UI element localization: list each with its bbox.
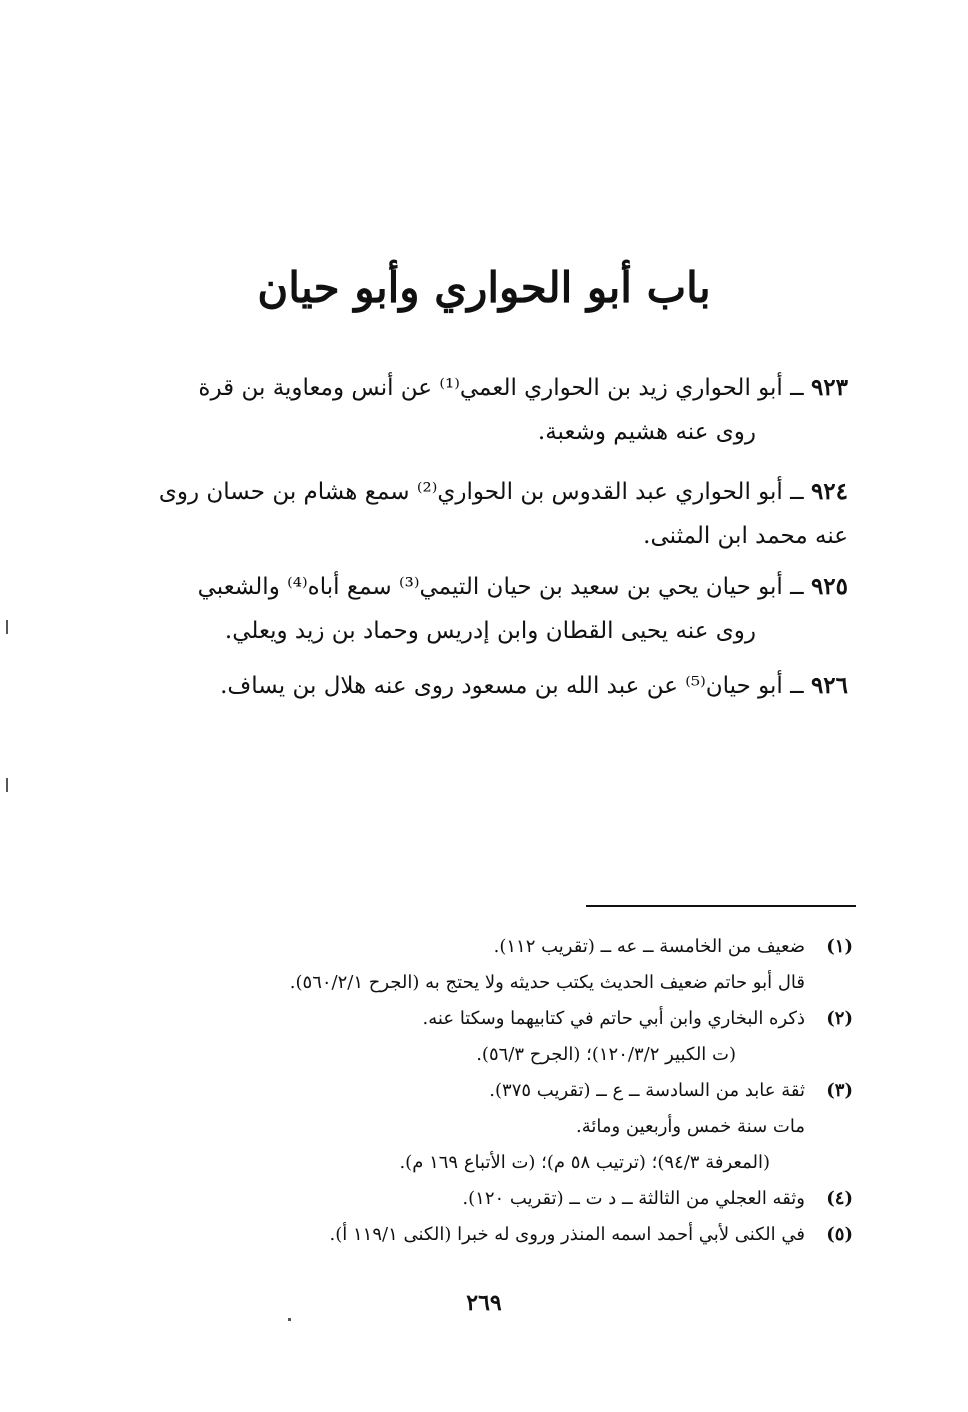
footnote-1-continued: قال أبو حاتم ضعيف الحديث يكتب حديثه ولا يحتج به (الجرح ٥٦٠/٢/١). [289,972,805,993]
footnote-text: ضعيف من الخامسة ــ عه ــ (تقريب ١١٢). [493,936,805,957]
footnote-2-continued: (ت الكبير ١٢٠/٣/٢)؛ (الجرح ٥٦/٣). [476,1044,736,1065]
entry-text: أبو حيان يحي بن سعيد بن حيان التيمي⁽³⁾ سمع أباه⁽⁴⁾ والشعبي [197,574,783,600]
scan-mark [288,1318,291,1321]
page-number: ٢٦٩ [466,1290,502,1316]
entry-923 [150,366,848,454]
entry-text-continued: روى عنه هشيم وشعبة. [537,419,756,445]
entry-925 [150,565,848,653]
entry-text-continued: عنه محمد ابن المثنى. [643,523,848,549]
footnote-text: ذكره البخاري وابن أبي حاتم في كتابيهما وسكتا عنه. [422,1008,805,1029]
entry-number: ٩٢٥ [810,573,848,600]
entry-number: ٩٢٣ [810,374,848,401]
scan-mark [6,620,8,634]
footnote-separator [586,905,856,907]
footnote-text: ثقة عابد من السادسة ــ ع ــ (تقريب ٣٧٥). [489,1080,805,1101]
footnote-text: في الكنى لأبي أحمد اسمه المنذر وروى له خبرا (الكنى ١١٩/١ أ). [329,1224,805,1245]
footnote-3-continued: (المعرفة ٩٤/٣)؛ (ترتيب ٥٨ م)؛ (ت الأتباع ١٦٩ م). [399,1152,770,1173]
entry-line: ٩٢٦ ــ أبو حيان⁽⁵⁾ عن عبد الله بن مسعود روى عنه هلال بن يساف. [220,672,848,699]
chapter-title: باب أبو الحواري وأبو حيان [257,263,711,312]
footnote-text: وثقه العجلي من الثالثة ــ د ت ــ (تقريب ١٢٠). [462,1188,805,1209]
footnote-5 [330,1220,853,1250]
footnote-number: (١) [826,936,853,957]
entry-line: ٩٢٣ ــ أبو الحواري زيد بن الحواري العمي⁽¹⁾ عن أنس ومعاوية بن قرة [198,374,848,401]
footnote-2 [423,1004,853,1034]
footnote-number: (٣) [826,1080,853,1101]
entry-text: أبو الحواري زيد بن الحواري العمي⁽¹⁾ عن أنس ومعاوية بن قرة [198,375,783,401]
footnote-number: (٥) [826,1224,853,1245]
footnote-4 [462,1184,853,1214]
footnote-number: (٤) [826,1188,853,1209]
footnote-1 [494,932,853,962]
footnote-3 [489,1076,853,1106]
footnote-3-continued: مات سنة خمس وأربعين ومائة. [575,1116,805,1137]
scan-mark [6,778,8,792]
entry-text: أبو حيان⁽⁵⁾ عن عبد الله بن مسعود روى عنه هلال بن يساف. [220,673,783,699]
entry-text-continued: روى عنه يحيى القطان وابن إدريس وحماد بن زيد ويعلي. [224,618,756,644]
entry-924 [150,470,848,558]
entry-text: أبو الحواري عبد القدوس بن الحواري⁽²⁾ سمع هشام بن حسان روى [158,479,783,505]
entry-number: ٩٢٦ [810,672,848,699]
entry-line: ٩٢٤ ــ أبو الحواري عبد القدوس بن الحواري⁽²⁾ سمع هشام بن حسان روى [158,478,848,505]
entry-number: ٩٢٤ [810,478,848,505]
footnote-number: (٢) [826,1008,853,1029]
entry-line: ٩٢٥ ــ أبو حيان يحي بن سعيد بن حيان التيمي⁽³⁾ سمع أباه⁽⁴⁾ والشعبي [197,573,848,600]
entry-926 [150,664,848,708]
